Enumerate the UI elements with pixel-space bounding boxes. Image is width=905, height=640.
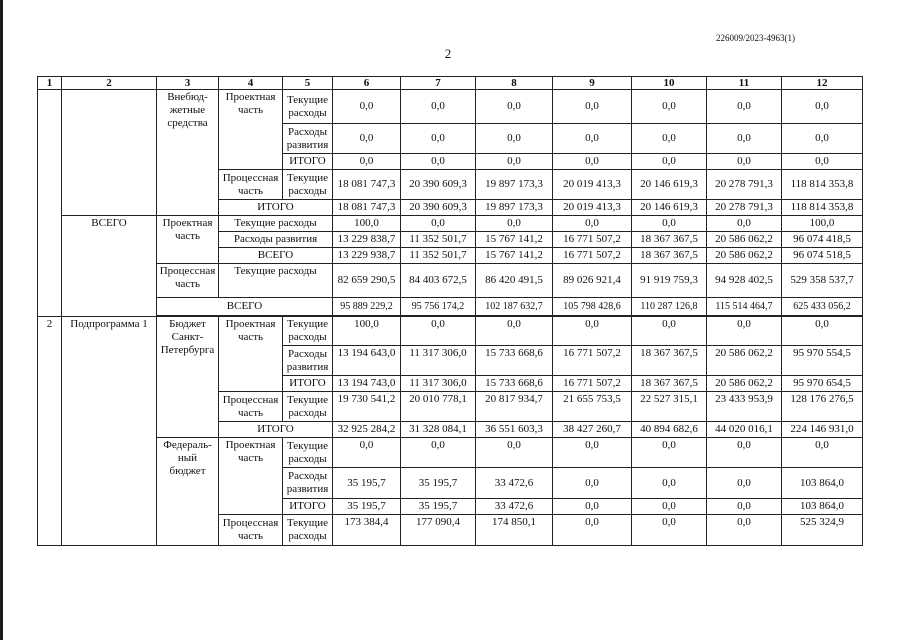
value-cell: 0,0 — [333, 438, 401, 468]
value-cell: 20 010 778,1 — [401, 392, 476, 422]
value-cell: 0,0 — [553, 468, 632, 499]
value-cell: 96 074 518,5 — [782, 248, 863, 264]
value-cell: 82 659 290,5 — [333, 264, 401, 298]
program-cell — [62, 90, 157, 216]
expense-type: ИТОГО — [283, 154, 333, 170]
value-cell: 0,0 — [632, 154, 707, 170]
value-cell: 173 384,4 — [333, 515, 401, 546]
value-cell: 0,0 — [707, 124, 782, 154]
value-cell: 128 176 276,5 — [782, 392, 863, 422]
value-cell: 33 472,6 — [476, 499, 553, 515]
value-cell: 20 019 413,3 — [553, 170, 632, 200]
value-cell: 21 655 753,5 — [553, 392, 632, 422]
value-cell: 0,0 — [707, 154, 782, 170]
value-cell: 174 850,1 — [476, 515, 553, 546]
value-cell: 0,0 — [632, 438, 707, 468]
value-cell: 0,0 — [707, 216, 782, 232]
value-cell: 0,0 — [553, 154, 632, 170]
value-cell: 0,0 — [401, 154, 476, 170]
part-project: Проектная часть — [219, 438, 283, 515]
value-cell: 15 767 141,2 — [476, 232, 553, 248]
value-cell: 0,0 — [333, 154, 401, 170]
value-cell: 0,0 — [707, 317, 782, 346]
part-project: Проектная часть — [219, 317, 283, 392]
value-cell: 89 026 921,4 — [553, 264, 632, 298]
itogo-label: ИТОГО — [219, 200, 333, 216]
value-cell: 0,0 — [632, 317, 707, 346]
value-cell: 115 514 464,7 — [707, 298, 782, 316]
value-cell: 95 756 174,2 — [401, 298, 476, 316]
value-cell: 35 195,7 — [401, 499, 476, 515]
value-cell: 15 733 668,6 — [476, 346, 553, 376]
table-row — [38, 317, 878, 346]
value-cell: 16 771 507,2 — [553, 232, 632, 248]
value-cell: 22 527 315,1 — [632, 392, 707, 422]
value-cell: 0,0 — [476, 154, 553, 170]
value-cell: 40 894 682,6 — [632, 422, 707, 438]
value-cell: 13 229 838,7 — [333, 232, 401, 248]
value-cell: 0,0 — [553, 438, 632, 468]
expense-type: Текущие расходы — [219, 264, 333, 298]
expense-type: Текущие расходы — [283, 392, 333, 422]
value-cell: 110 287 126,8 — [632, 298, 707, 316]
value-cell: 118 814 353,8 — [782, 170, 863, 200]
value-cell: 91 919 759,3 — [632, 264, 707, 298]
source-spb-budget: Бюджет Санкт- Петербурга — [157, 317, 219, 438]
value-cell: 0,0 — [632, 468, 707, 499]
vsego-title: ВСЕГО — [62, 216, 157, 317]
value-cell: 13 229 938,7 — [333, 248, 401, 264]
expense-type: Текущие расходы — [283, 170, 333, 200]
table-row — [38, 298, 878, 316]
value-cell: 0,0 — [476, 216, 553, 232]
value-cell: 36 551 603,3 — [476, 422, 553, 438]
value-cell: 20 586 062,2 — [707, 232, 782, 248]
value-cell: 20 586 062,2 — [707, 248, 782, 264]
value-cell: 20 278 791,3 — [707, 200, 782, 216]
part-process: Процессная часть — [219, 170, 283, 200]
value-cell: 16 771 507,2 — [553, 376, 632, 392]
expense-type: Текущие расходы — [283, 317, 333, 346]
value-cell: 20 019 413,3 — [553, 200, 632, 216]
expense-type: Расходы развития — [219, 232, 333, 248]
value-cell: 0,0 — [553, 317, 632, 346]
value-cell: 15 733 668,6 — [476, 376, 553, 392]
header-cell: 12 — [782, 77, 863, 90]
value-cell: 18 081 747,3 — [333, 200, 401, 216]
value-cell: 0,0 — [782, 317, 863, 346]
vsego-label: ВСЕГО — [219, 248, 333, 264]
value-cell: 0,0 — [401, 438, 476, 468]
value-cell: 525 324,9 — [782, 515, 863, 546]
part-project: Проектная часть — [157, 216, 219, 264]
value-cell: 0,0 — [401, 317, 476, 346]
value-cell: 0,0 — [553, 499, 632, 515]
value-cell: 100,0 — [333, 317, 401, 346]
value-cell: 33 472,6 — [476, 468, 553, 499]
value-cell: 95 970 654,5 — [782, 376, 863, 392]
value-cell: 0,0 — [707, 468, 782, 499]
value-cell: 224 146 931,0 — [782, 422, 863, 438]
value-cell: 0,0 — [632, 499, 707, 515]
value-cell: 0,0 — [553, 124, 632, 154]
part-process: Процессная часть — [157, 264, 219, 298]
expense-type: Расходы развития — [283, 468, 333, 499]
value-cell: 84 403 672,5 — [401, 264, 476, 298]
value-cell: 118 814 353,8 — [782, 200, 863, 216]
value-cell: 20 390 609,3 — [401, 200, 476, 216]
part-project: Проектная часть — [219, 90, 283, 170]
header-cell: 11 — [707, 77, 782, 90]
value-cell: 95 970 554,5 — [782, 346, 863, 376]
value-cell: 0,0 — [782, 438, 863, 468]
value-cell: 0,0 — [553, 90, 632, 124]
value-cell: 0,0 — [707, 90, 782, 124]
source-federal-budget: Федераль- ный бюджет — [157, 438, 219, 546]
header-cell: 7 — [401, 77, 476, 90]
value-cell: 0,0 — [782, 154, 863, 170]
value-cell: 11 352 501,7 — [401, 248, 476, 264]
value-cell: 0,0 — [333, 90, 401, 124]
source-offbudget: Внебюд- жетные средства — [157, 90, 219, 216]
value-cell: 20 586 062,2 — [707, 376, 782, 392]
value-cell: 11 317 306,0 — [401, 346, 476, 376]
value-cell: 11 317 306,0 — [401, 376, 476, 392]
value-cell: 177 090,4 — [401, 515, 476, 546]
program-name: Подпрограмма 1 — [62, 317, 157, 546]
value-cell: 20 146 619,3 — [632, 170, 707, 200]
value-cell: 0,0 — [632, 216, 707, 232]
expense-type: ИТОГО — [283, 499, 333, 515]
expense-type: Текущие расходы — [283, 438, 333, 468]
value-cell: 0,0 — [707, 438, 782, 468]
document-number: 226009/2023-4963(1) — [716, 33, 795, 43]
value-cell: 0,0 — [401, 124, 476, 154]
value-cell: 0,0 — [707, 499, 782, 515]
value-cell: 0,0 — [476, 90, 553, 124]
value-cell: 100,0 — [333, 216, 401, 232]
value-cell: 38 427 260,7 — [553, 422, 632, 438]
budget-table — [37, 76, 877, 546]
value-cell: 20 278 791,3 — [707, 170, 782, 200]
header-cell: 5 — [283, 77, 333, 90]
value-cell: 35 195,7 — [401, 468, 476, 499]
value-cell: 100,0 — [782, 216, 863, 232]
value-cell: 32 925 284,2 — [333, 422, 401, 438]
value-cell: 0,0 — [476, 317, 553, 346]
header-cell: 9 — [553, 77, 632, 90]
value-cell: 0,0 — [553, 515, 632, 546]
value-cell: 19 897 173,3 — [476, 200, 553, 216]
expense-type: Текущие расходы — [283, 90, 333, 124]
value-cell: 11 352 501,7 — [401, 232, 476, 248]
vsego-label: ВСЕГО — [157, 298, 333, 316]
expense-type: Текущие расходы — [283, 515, 333, 546]
expense-type: Расходы развития — [283, 346, 333, 376]
header-cell: 2 — [62, 77, 157, 90]
value-cell: 20 146 619,3 — [632, 200, 707, 216]
row-number: 2 — [38, 317, 62, 546]
value-cell: 16 771 507,2 — [553, 248, 632, 264]
value-cell: 0,0 — [782, 124, 863, 154]
value-cell: 23 433 953,9 — [707, 392, 782, 422]
value-cell: 44 020 016,1 — [707, 422, 782, 438]
header-cell: 3 — [157, 77, 219, 90]
value-cell: 0,0 — [553, 216, 632, 232]
value-cell: 96 074 418,5 — [782, 232, 863, 248]
value-cell: 20 817 934,7 — [476, 392, 553, 422]
value-cell: 18 367 367,5 — [632, 232, 707, 248]
value-cell: 103 864,0 — [782, 468, 863, 499]
value-cell: 13 194 743,0 — [333, 376, 401, 392]
value-cell: 529 358 537,7 — [782, 264, 863, 298]
value-cell: 0,0 — [401, 216, 476, 232]
value-cell: 20 586 062,2 — [707, 346, 782, 376]
value-cell: 95 889 229,2 — [333, 298, 401, 316]
expense-type: Расходы развития — [283, 124, 333, 154]
value-cell: 18 081 747,3 — [333, 170, 401, 200]
header-cell: 4 — [219, 77, 283, 90]
table-row — [38, 90, 878, 124]
expense-type: ИТОГО — [283, 376, 333, 392]
page-number: 2 — [444, 46, 452, 61]
value-cell: 0,0 — [632, 124, 707, 154]
part-process: Процессная часть — [219, 515, 283, 546]
value-cell: 0,0 — [333, 124, 401, 154]
header-cell: 6 — [333, 77, 401, 90]
value-cell: 16 771 507,2 — [553, 346, 632, 376]
value-cell: 15 767 141,2 — [476, 248, 553, 264]
expense-type: Текущие расходы — [219, 216, 333, 232]
value-cell: 625 433 056,2 — [782, 298, 863, 316]
value-cell: 0,0 — [632, 90, 707, 124]
value-cell: 35 195,7 — [333, 468, 401, 499]
value-cell: 0,0 — [782, 90, 863, 124]
part-process: Процессная часть — [219, 392, 283, 422]
table-row — [38, 438, 878, 468]
value-cell: 0,0 — [401, 90, 476, 124]
row-number-cell — [38, 90, 62, 317]
value-cell: 18 367 367,5 — [632, 248, 707, 264]
table-row — [38, 216, 878, 232]
value-cell: 0,0 — [476, 438, 553, 468]
value-cell: 18 367 367,5 — [632, 376, 707, 392]
value-cell: 0,0 — [476, 124, 553, 154]
header-cell: 8 — [476, 77, 553, 90]
value-cell: 102 187 632,7 — [476, 298, 553, 316]
value-cell: 19 730 541,2 — [333, 392, 401, 422]
table-row — [38, 264, 878, 298]
value-cell: 103 864,0 — [782, 499, 863, 515]
value-cell: 0,0 — [707, 515, 782, 546]
value-cell: 19 897 173,3 — [476, 170, 553, 200]
scan-edge-bar — [0, 0, 3, 640]
header-row — [38, 77, 878, 90]
itogo-label: ИТОГО — [219, 422, 333, 438]
value-cell: 18 367 367,5 — [632, 346, 707, 376]
header-cell: 1 — [38, 77, 62, 90]
header-cell: 10 — [632, 77, 707, 90]
value-cell: 94 928 402,5 — [707, 264, 782, 298]
value-cell: 35 195,7 — [333, 499, 401, 515]
value-cell: 20 390 609,3 — [401, 170, 476, 200]
value-cell: 86 420 491,5 — [476, 264, 553, 298]
value-cell: 105 798 428,6 — [553, 298, 632, 316]
value-cell: 31 328 084,1 — [401, 422, 476, 438]
value-cell: 0,0 — [632, 515, 707, 546]
value-cell: 13 194 643,0 — [333, 346, 401, 376]
